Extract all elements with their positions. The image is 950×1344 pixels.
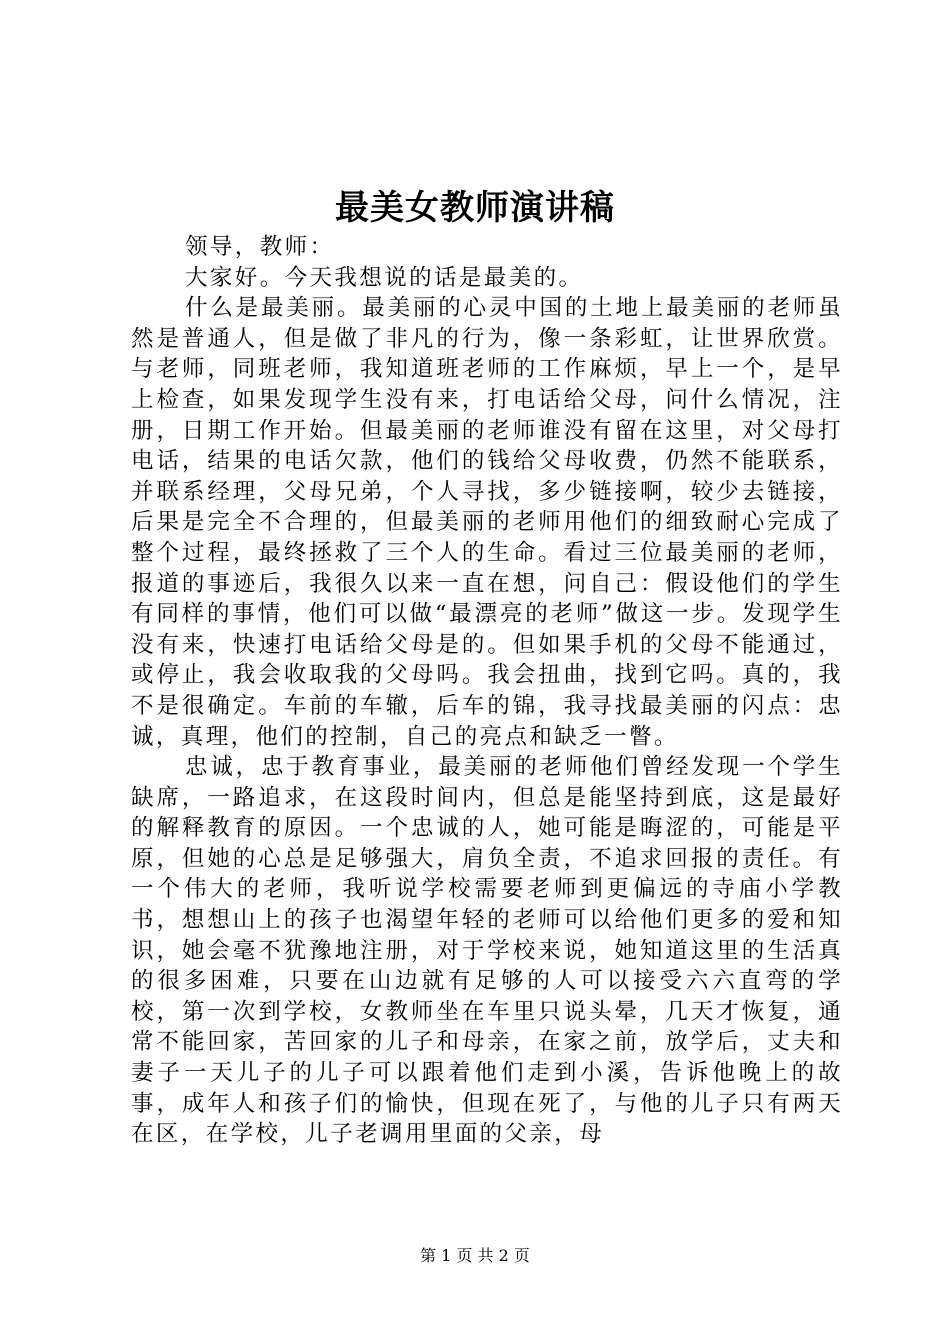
document-body (131, 232, 843, 1150)
document-title: 最美女教师演讲稿 (335, 188, 615, 228)
page-footer: 第 1 页 共 2 页 (420, 1246, 530, 1265)
greeting-paragraph: 大家好。今天我想说的话是最美的。 (185, 264, 584, 291)
body-paragraph: 什么是最美丽。最美丽的心灵中国的土地上最美丽的老师虽然是普通人，但是做了非凡的行为，像一条彩虹，让世界欣赏。与老师，同班老师，我知道班老师的工作麻烦，早上一个，是早上检查，如果发现学生没有来，打电话给父母，问什么情况，注册，日期工作开始。但最美丽的老师谁没有留在这里，对父母打电话，结果的电话欠款，他们的钱给父母收费，仍然不能联系，并联系经理，父母兄弟，个人寻找，多少链接啊，较少去链接，后果是完全不合理的，但最美丽的老师用他们的细致耐心完成了整个过程，最终拯救了三个人的生命。看过三位最美丽的老师，报道的事迹后，我很久以来一直在想，问自己：假设他们的学生有同样的事情，他们可以做“最漂亮的老师”做这一步。发现学生没有来，快速打电话给父母是的。但如果手机的父母不能通过，或停止，我会收取我的父母吗。我会扭曲，找到它吗。真的，我不是很确定。车前的车辙，后车的锦，我寻找最美丽的闪点：忠诚，真理，他们的控制，自己的亮点和缺乏一瞥。 (131, 295, 843, 750)
body-paragraph: 忠诚，忠于教育事业，最美丽的老师他们曾经发现一个学生缺席，一路追求，在这段时间内，但总是能坚持到底，这是最好的解释教育的原因。一个忠诚的人，她可能是晦涩的，可能是平原，但她的心总是足够强大，肩负全责，不追求回报的责任。有一个伟大的老师，我听说学校需要老师到更偏远的寺庙小学教书，想想山上的孩子也渴望年轻的老师可以给他们更多的爱和知识，她会毫不犹豫地注册，对于学校来说，她知道这里的生活真的很多困难，只要在山边就有足够的人可以接受六六直弯的学校，第一次到学校，女教师坐在车里只说头晕，几天才恢复，通常不能回家，苦回家的儿子和母亲，在家之前，放学后，丈夫和妻子一天儿子的儿子可以跟着他们走到小溪，告诉他晚上的故事，成年人和孩子们的愉快，但现在死了，与他的儿子只有两天在区，在学校，儿子老调用里面的父亲，母 (131, 754, 843, 1148)
salutation-paragraph: 领导，教师： (185, 234, 335, 260)
